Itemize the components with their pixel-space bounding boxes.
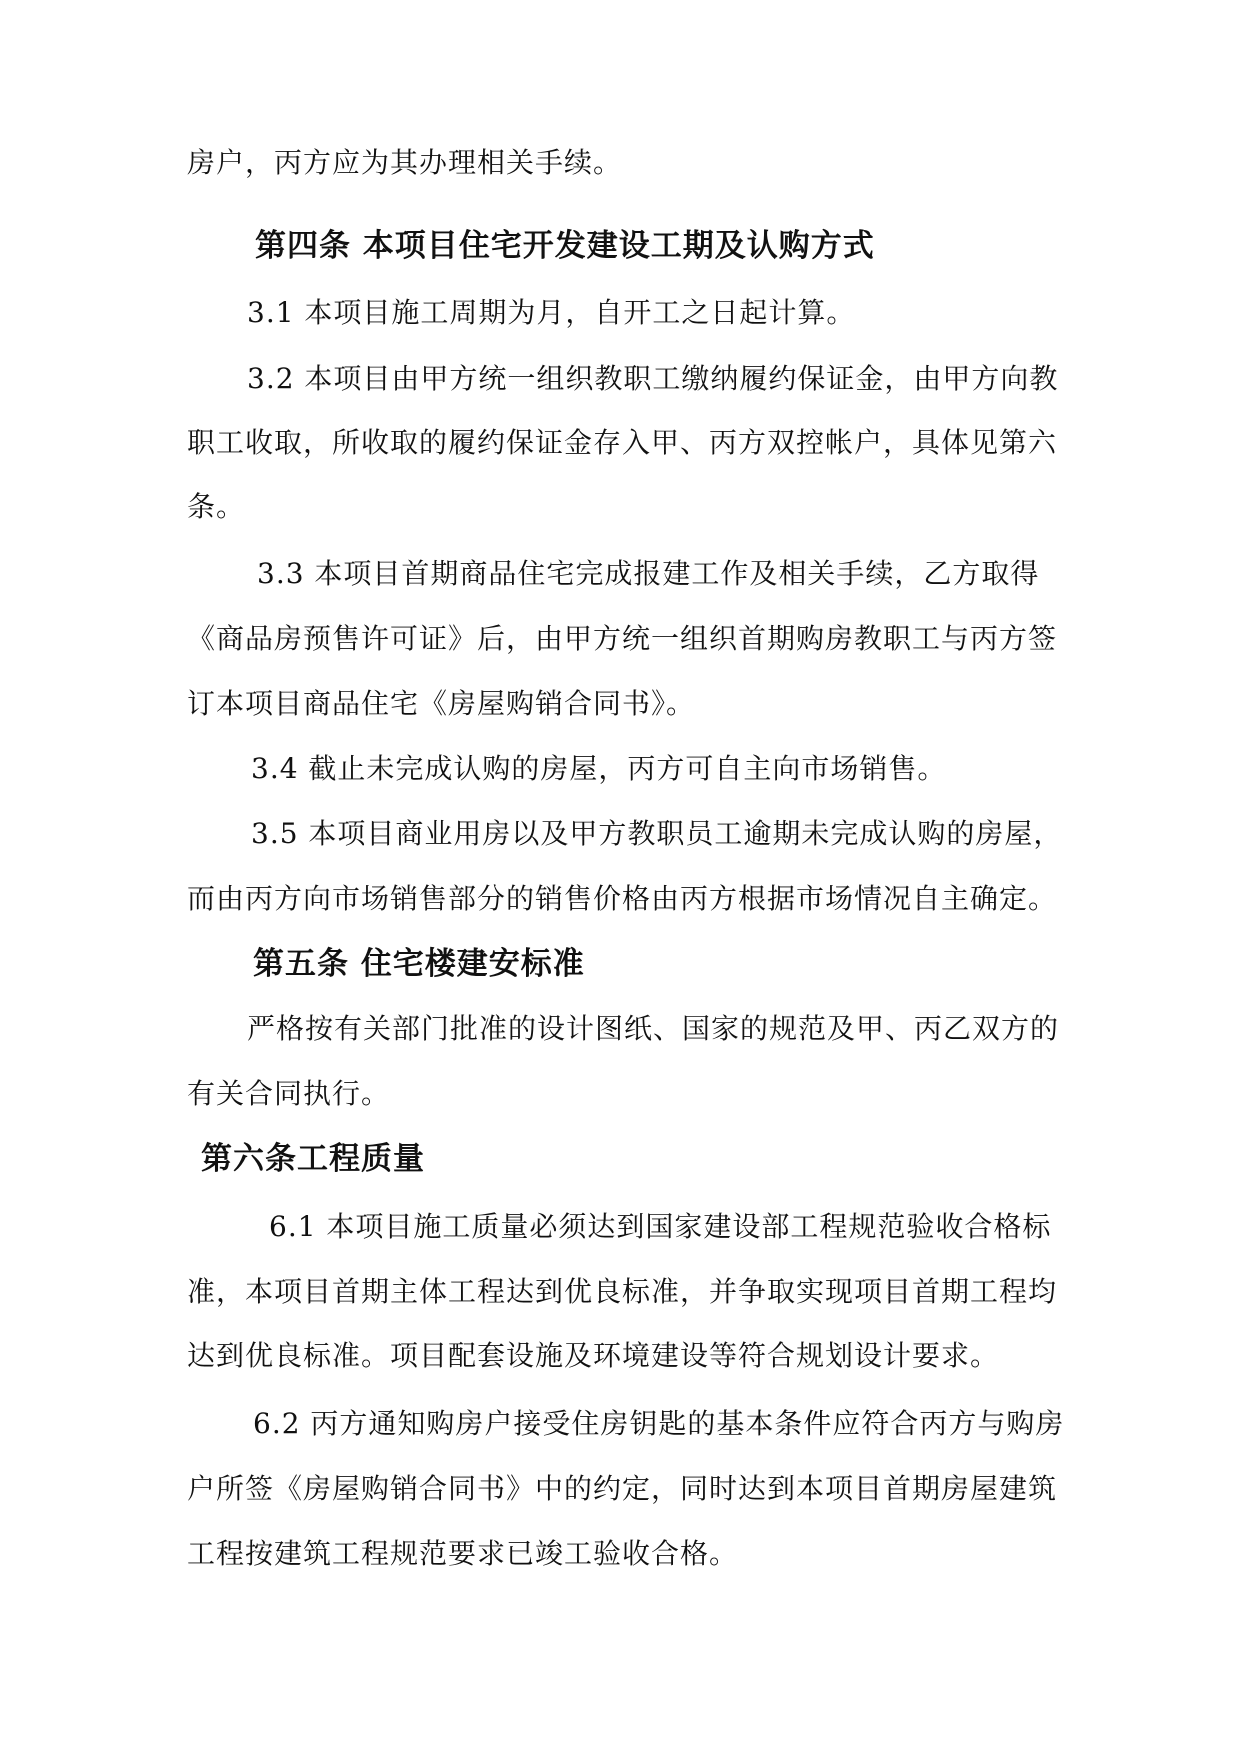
- clause-3-2-line-3: 条。: [187, 490, 246, 523]
- clause-3-3-line-1: 3.3 本项目首期商品住宅完成报建工作及相关手续，乙方取得: [257, 557, 1040, 590]
- clause-3-3-line-3: 订本项目商品住宅《房屋购销合同书》。: [187, 687, 696, 720]
- clause-3-5-line-2: 而由丙方向市场销售部分的销售价格由丙方根据市场情况自主确定。: [187, 882, 1058, 915]
- clause-3-2-line-1: 3.2 本项目由甲方统一组织教职工缴纳履约保证金，由甲方向教: [247, 362, 1059, 395]
- article-5-heading: 第五条 住宅楼建安标准: [253, 946, 585, 982]
- clause-6-1-line-3: 达到优良标准。项目配套设施及环境建设等符合规划设计要求。: [187, 1339, 1000, 1372]
- clause-6-1-line-2: 准，本项目首期主体工程达到优良标准，并争取实现项目首期工程均: [187, 1275, 1058, 1308]
- clause-6-1-line-1: 6.1 本项目施工质量必须达到国家建设部工程规范验收合格标: [269, 1210, 1052, 1243]
- clause-3-3-line-2: 《商品房预售许可证》后，由甲方统一组织首期购房教职工与丙方签: [187, 622, 1058, 655]
- clause-6-2-line-3: 工程按建筑工程规范要求已竣工验收合格。: [187, 1537, 739, 1570]
- clause-3-1: 3.1 本项目施工周期为月，自开工之日起计算。: [247, 296, 856, 329]
- article-4-heading: 第四条 本项目住宅开发建设工期及认购方式: [255, 228, 875, 264]
- article-6-heading: 第六条工程质量: [201, 1141, 425, 1177]
- body-text-line: 房户，丙方应为其办理相关手续。: [187, 146, 623, 179]
- clause-3-2-line-2: 职工收取，所收取的履约保证金存入甲、丙方双控帐户，具体见第六: [187, 426, 1058, 459]
- article-5-text-line-1: 严格按有关部门批准的设计图纸、国家的规范及甲、丙乙双方的: [247, 1012, 1060, 1045]
- clause-6-2-line-1: 6.2 丙方通知购房户接受住房钥匙的基本条件应符合丙方与购房: [253, 1407, 1065, 1440]
- clause-6-2-line-2: 户所签《房屋购销合同书》中的约定，同时达到本项目首期房屋建筑: [187, 1472, 1058, 1505]
- clause-3-4: 3.4 截止未完成认购的房屋，丙方可自主向市场销售。: [251, 752, 947, 785]
- clause-3-5-line-1: 3.5 本项目商业用房以及甲方教职员工逾期未完成认购的房屋，: [251, 817, 1063, 850]
- article-5-text-line-2: 有关合同执行。: [187, 1077, 391, 1110]
